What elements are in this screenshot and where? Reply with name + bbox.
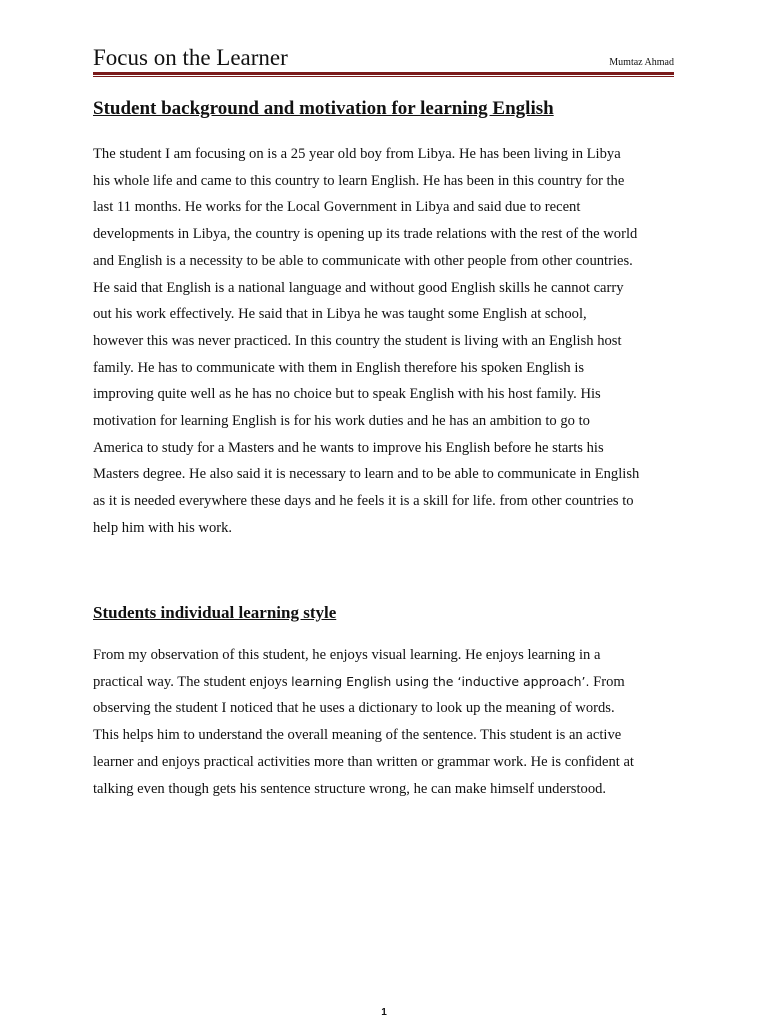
paragraph-line: talking even though gets his sentence structure wrong, he can make himself understood. [93, 780, 607, 797]
text-run-sans: learning English using the ‘inductive approach’. [291, 673, 590, 689]
paragraph-line: however this was never practiced. In this country the student is living with an English host [93, 332, 622, 349]
page-header [93, 44, 674, 72]
paragraph-line: He said that English is a national language and without good English skills he cannot carry [93, 279, 624, 296]
paragraph-line: his whole life and came to this country to learn English. He has been in this country for the [93, 172, 625, 189]
page-number: 1 [381, 1007, 387, 1018]
paragraph-line: family. He has to communicate with them in English therefore his spoken English is [93, 359, 585, 376]
header-rule-thin [93, 76, 674, 77]
text-run: From [589, 673, 625, 690]
header-rule-thick [93, 72, 674, 75]
paragraph-background [93, 141, 683, 542]
paragraph-line: help him with his work. [93, 519, 233, 536]
paragraph-line: This helps him to understand the overall meaning of the sentence. This student is an active [93, 727, 622, 744]
paragraph-line: learner and enjoys practical activities more than written or grammar work. He is confident at [93, 753, 634, 770]
paragraph-line: and English is a necessity to be able to communicate with other people from other countries. [93, 252, 633, 269]
section-heading-learning-style: Students individual learning style [93, 603, 337, 622]
paragraph-line: developments in Libya, the country is opening up its trade relations with the rest of the world [93, 226, 638, 243]
paragraph-line: last 11 months. He works for the Local Government in Libya and said due to recent [93, 199, 581, 216]
paragraph-line: Masters degree. He also said it is necessary to learn and to be able to communicate in English [93, 466, 640, 483]
paragraph-line: improving quite well as he has no choice but to speak English with his host family. His [93, 386, 601, 403]
section-heading-background: Student background and motivation for learning English [93, 98, 554, 119]
paragraph-line: motivation for learning English is for his work duties and he has an ambition to go to [93, 413, 590, 430]
paragraph-line: From my observation of this student, he enjoys visual learning. He enjoys learning in a [93, 647, 601, 663]
paragraph-line: out his work effectively. He said that in Libya he was taught some English at school, [93, 306, 587, 323]
text-run: practical way. The student enjoys [93, 673, 292, 690]
paragraph-line: as it is needed everywhere these days and he feels it is a skill for life. from other countries to [93, 493, 634, 510]
paragraph-line: observing the student I noticed that he uses a dictionary to look up the meaning of words. [93, 700, 615, 717]
paragraph-learning-style [93, 642, 683, 802]
header-title: Focus on the Learner [93, 45, 288, 70]
paragraph-line: The student I am focusing on is a 25 year old boy from Libya. He has been living in Libya [93, 146, 621, 162]
header-author: Mumtaz Ahmad [609, 57, 674, 68]
paragraph-line-mixed [93, 669, 683, 696]
paragraph-line: America to study for a Masters and he wants to improve his English before he starts his [93, 439, 604, 456]
